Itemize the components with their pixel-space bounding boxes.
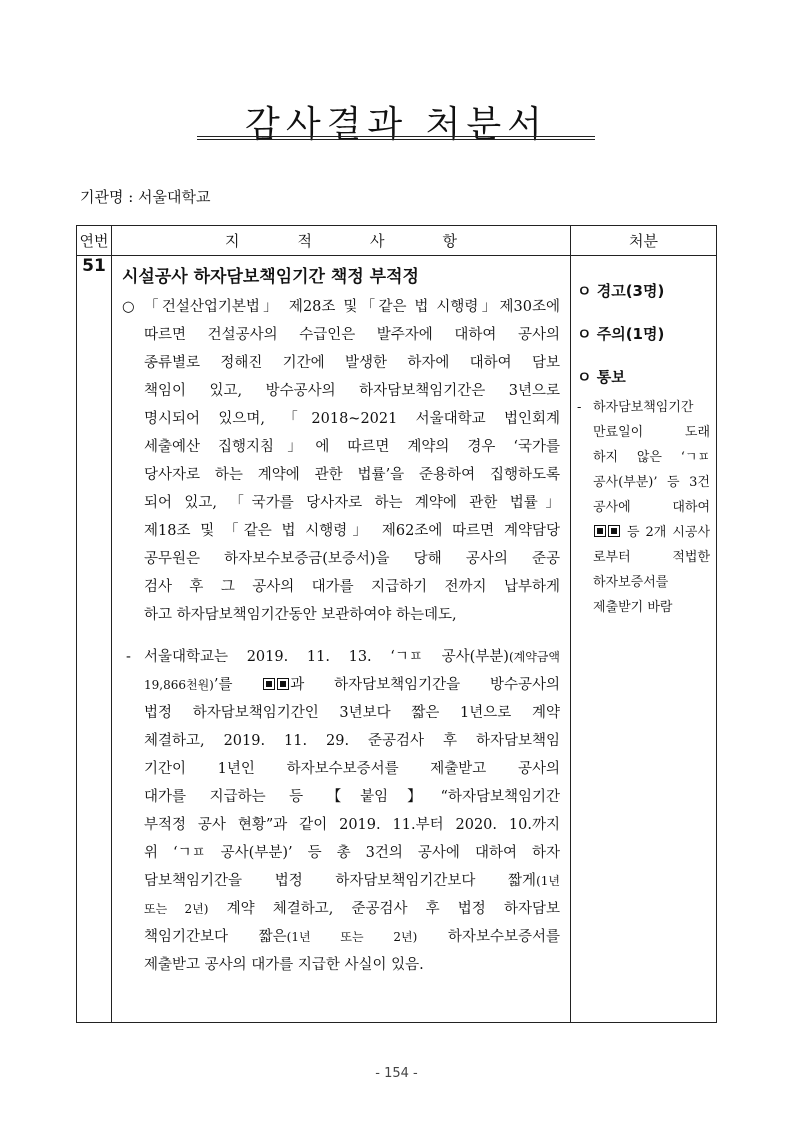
note-line: 공사(부분)’ 등 3건 bbox=[593, 475, 710, 490]
paragraph-line: 세출예산 집행지침」에 따르면 계약의 경우 ‘국가를 bbox=[144, 439, 560, 455]
small-text: (1년 또는 2년) bbox=[286, 930, 418, 944]
small-text: 19,866천원) bbox=[144, 678, 214, 692]
paragraph-line bbox=[144, 643, 560, 671]
note-line: 하자담보책임기간 bbox=[593, 400, 694, 415]
paragraph-line: 따르면 건설공사의 수급인은 발주자에 대하여 공사의 bbox=[144, 327, 560, 343]
paragraph-line: 되어 있고, 「국가를 당사자로 하는 계약에 관한 법률」 bbox=[144, 495, 560, 511]
small-text: (1년 bbox=[536, 874, 560, 888]
disposition-warning: ㅇ 경고(3명) bbox=[577, 282, 665, 300]
audit-table bbox=[76, 225, 717, 1023]
paragraph-line: 부적정 공사 현황”과 같이 2019. 11.부터 2020. 10.까지 bbox=[144, 817, 560, 833]
text-fragment: 과 하자담보책임기간을 방수공사의 bbox=[290, 677, 561, 693]
redaction-square-icon bbox=[277, 678, 289, 690]
text-fragment: 담보책임기간을 법정 하자담보책임기간보다 짧게 bbox=[144, 873, 537, 889]
paragraph-line: 대가를 지급하는 등 【붙임】“하자담보책임기간 bbox=[144, 789, 560, 805]
disposition-caution: ㅇ 주의(1명) bbox=[577, 325, 665, 343]
paragraph-line: 제출받고 공사의 대가를 지급한 사실이 있음. bbox=[144, 957, 424, 973]
paragraph-line bbox=[144, 671, 560, 699]
text-fragment: 책임기간보다 짧은 bbox=[144, 929, 287, 945]
paragraph-line: 제18조 및 「같은 법 시행령」 제62조에 따르면 계약담당 bbox=[144, 523, 560, 539]
bullet-circle-icon: ○ bbox=[122, 299, 135, 315]
paragraph-line: 당사자로 하는 계약에 관한 법률’을 준용하여 집행하도록 bbox=[144, 467, 560, 483]
redaction-square-icon bbox=[608, 525, 620, 537]
dash-marker: - bbox=[126, 649, 131, 665]
dash-marker: - bbox=[577, 400, 582, 415]
header-num: 연번 bbox=[77, 226, 112, 256]
title-underline bbox=[197, 136, 595, 137]
note-line: 하지 않은 ‘ㄱㅍ bbox=[593, 450, 710, 465]
disposition-notice: ㅇ 통보 bbox=[577, 368, 626, 386]
page-number: - 154 - bbox=[375, 1066, 418, 1081]
redaction-square-icon bbox=[594, 525, 606, 537]
note-line bbox=[593, 520, 710, 545]
paragraph-line bbox=[144, 867, 560, 895]
redaction-square-icon bbox=[263, 678, 275, 690]
paragraph-line: 명시되어 있으며, 「2018~2021 서울대학교 법인회계 bbox=[144, 411, 560, 427]
finding-heading: 시설공사 하자담보책임기간 책정 부적정 bbox=[122, 267, 419, 287]
paragraph-line bbox=[144, 923, 560, 951]
paragraph-line bbox=[144, 895, 560, 923]
title-underline-second bbox=[197, 139, 595, 140]
paragraph-line: 체결하고, 2019. 11. 29. 준공검사 후 하자담보책임 bbox=[144, 733, 560, 749]
finding-paragraph-facts bbox=[126, 643, 561, 979]
paragraph-line: 책임이 있고, 방수공사의 하자담보책임기간은 3년으로 bbox=[144, 383, 560, 399]
header-disposition: 처분 bbox=[571, 226, 717, 256]
note-line: 제출받기 바람 bbox=[593, 600, 673, 615]
paragraph-line: 「건설산업기본법」 제28조 및「같은 법 시행령」제30조에 bbox=[144, 299, 560, 315]
row-number: 51 bbox=[77, 256, 112, 1023]
text-fragment: 등 2개 시공사 bbox=[626, 525, 710, 540]
text-fragment: 서울대학교는 2019. 11. 13. ‘ㄱㅍ 공사(부분) bbox=[144, 649, 509, 665]
small-text: 또는 2년) bbox=[144, 902, 209, 916]
small-text: (계약금액 bbox=[508, 650, 560, 664]
text-fragment: ’를 bbox=[213, 677, 233, 693]
text-fragment: 하자보수보증서를 bbox=[417, 929, 560, 945]
text-fragment: 계약 체결하고, 준공검사 후 법정 하자담보 bbox=[208, 901, 560, 917]
disposition-note bbox=[577, 395, 710, 620]
note-line: 하자보증서를 bbox=[593, 575, 669, 590]
note-line: 만료일이 도래 bbox=[593, 425, 710, 440]
note-line: 로부터 적법한 bbox=[593, 550, 710, 565]
paragraph-line: 공무원은 하자보수보증금(보증서)을 당해 공사의 준공 bbox=[144, 551, 560, 567]
paragraph-line: 위 ‘ㄱㅍ 공사(부분)’ 등 총 3건의 공사에 대하여 하자 bbox=[144, 845, 560, 861]
paragraph-line: 기간이 1년인 하자보수보증서를 제출받고 공사의 bbox=[144, 761, 560, 777]
table-header-row bbox=[77, 226, 717, 256]
paragraph-line: 종류별로 정해진 기간에 발생한 하자에 대하여 담보 bbox=[144, 355, 560, 371]
header-findings: 지적사항 bbox=[112, 226, 571, 256]
disposition-cell bbox=[571, 256, 717, 1023]
document-title: 감사결과 처분서 bbox=[245, 104, 548, 145]
paragraph-line: 법정 하자담보책임기간인 3년보다 짧은 1년으로 계약 bbox=[144, 705, 560, 721]
paragraph-line: 하고 하자담보책임기간동안 보관하여야 하는데도, bbox=[144, 607, 457, 623]
note-line: 공사에 대하여 bbox=[593, 500, 710, 515]
agency-line: 기관명 : 서울대학교 bbox=[80, 188, 211, 206]
findings-cell bbox=[112, 256, 571, 1023]
paragraph-line: 검사 후 그 공사의 대가를 지급하기 전까지 납부하게 bbox=[144, 579, 560, 595]
finding-paragraph-legal-basis bbox=[122, 293, 560, 629]
table-row bbox=[77, 256, 717, 1023]
